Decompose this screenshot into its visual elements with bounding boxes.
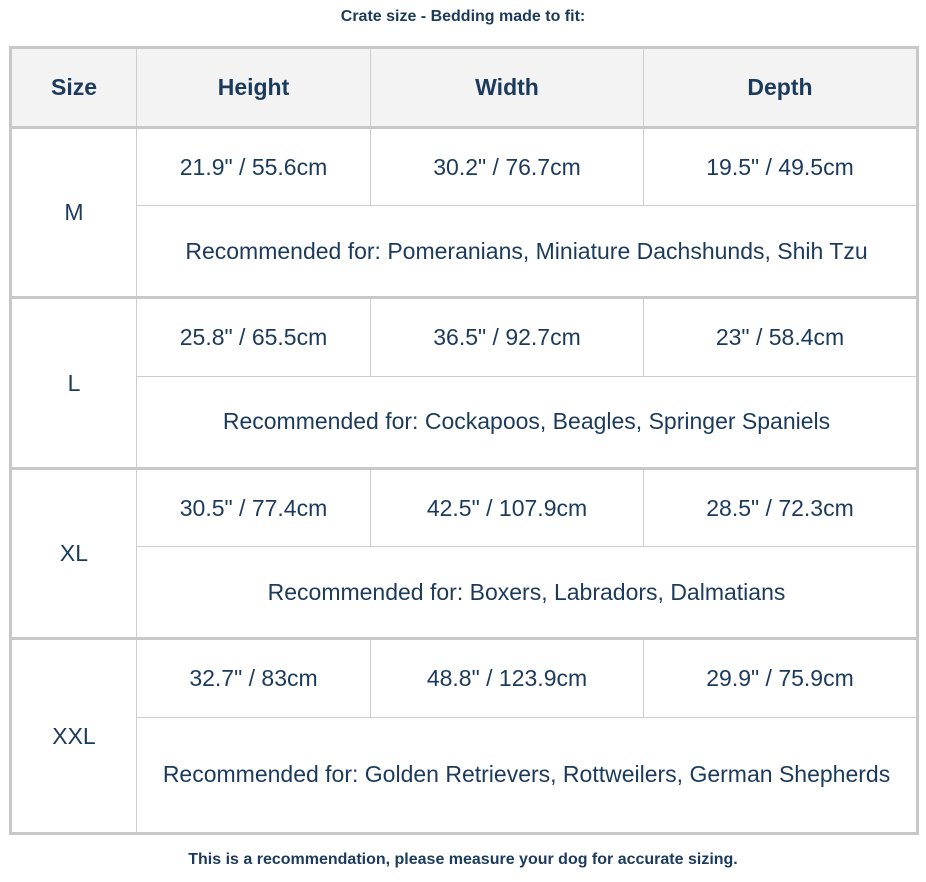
size-group-xxl <box>11 639 918 834</box>
recommended-cell: Recommended for: Cockapoos, Beagles, Springer Spaniels <box>137 376 918 468</box>
height-cell: 21.9" / 55.6cm <box>137 128 371 206</box>
size-group-l <box>11 298 918 468</box>
height-cell: 32.7" / 83cm <box>137 639 371 717</box>
header-depth: Depth <box>644 48 918 128</box>
size-label: L <box>11 298 137 468</box>
recommended-cell: Recommended for: Golden Retrievers, Rottweilers, German Shepherds <box>137 717 918 833</box>
table-header <box>11 48 918 128</box>
table-row <box>11 639 918 717</box>
table-row <box>11 376 918 468</box>
size-group-m <box>11 128 918 298</box>
width-cell: 42.5" / 107.9cm <box>371 468 644 546</box>
header-size: Size <box>11 48 137 128</box>
table-caption-title: Crate size - Bedding made to fit: <box>340 8 586 25</box>
table-row <box>11 298 918 376</box>
height-cell: 25.8" / 65.5cm <box>137 298 371 376</box>
sizing-disclaimer: This is a recommendation, please measure your dog for accurate sizing. <box>188 851 738 868</box>
size-group-xl <box>11 468 918 638</box>
table-row <box>11 547 918 639</box>
table-row <box>11 206 918 298</box>
depth-cell: 23" / 58.4cm <box>644 298 918 376</box>
recommended-cell: Recommended for: Boxers, Labradors, Dalmatians <box>137 547 918 639</box>
table-row <box>11 468 918 546</box>
width-cell: 30.2" / 76.7cm <box>371 128 644 206</box>
header-height: Height <box>137 48 371 128</box>
height-cell: 30.5" / 77.4cm <box>137 468 371 546</box>
header-row <box>11 48 918 128</box>
size-label: XL <box>11 468 137 638</box>
depth-cell: 29.9" / 75.9cm <box>644 639 918 717</box>
table-row <box>11 128 918 206</box>
depth-cell: 28.5" / 72.3cm <box>644 468 918 546</box>
size-label: XXL <box>11 639 137 834</box>
crate-size-table <box>9 46 919 835</box>
recommended-cell: Recommended for: Pomeranians, Miniature Dachshunds, Shih Tzu <box>137 206 918 298</box>
size-label: M <box>11 128 137 298</box>
depth-cell: 19.5" / 49.5cm <box>644 128 918 206</box>
table-row <box>11 717 918 833</box>
width-cell: 48.8" / 123.9cm <box>371 639 644 717</box>
header-width: Width <box>371 48 644 128</box>
width-cell: 36.5" / 92.7cm <box>371 298 644 376</box>
